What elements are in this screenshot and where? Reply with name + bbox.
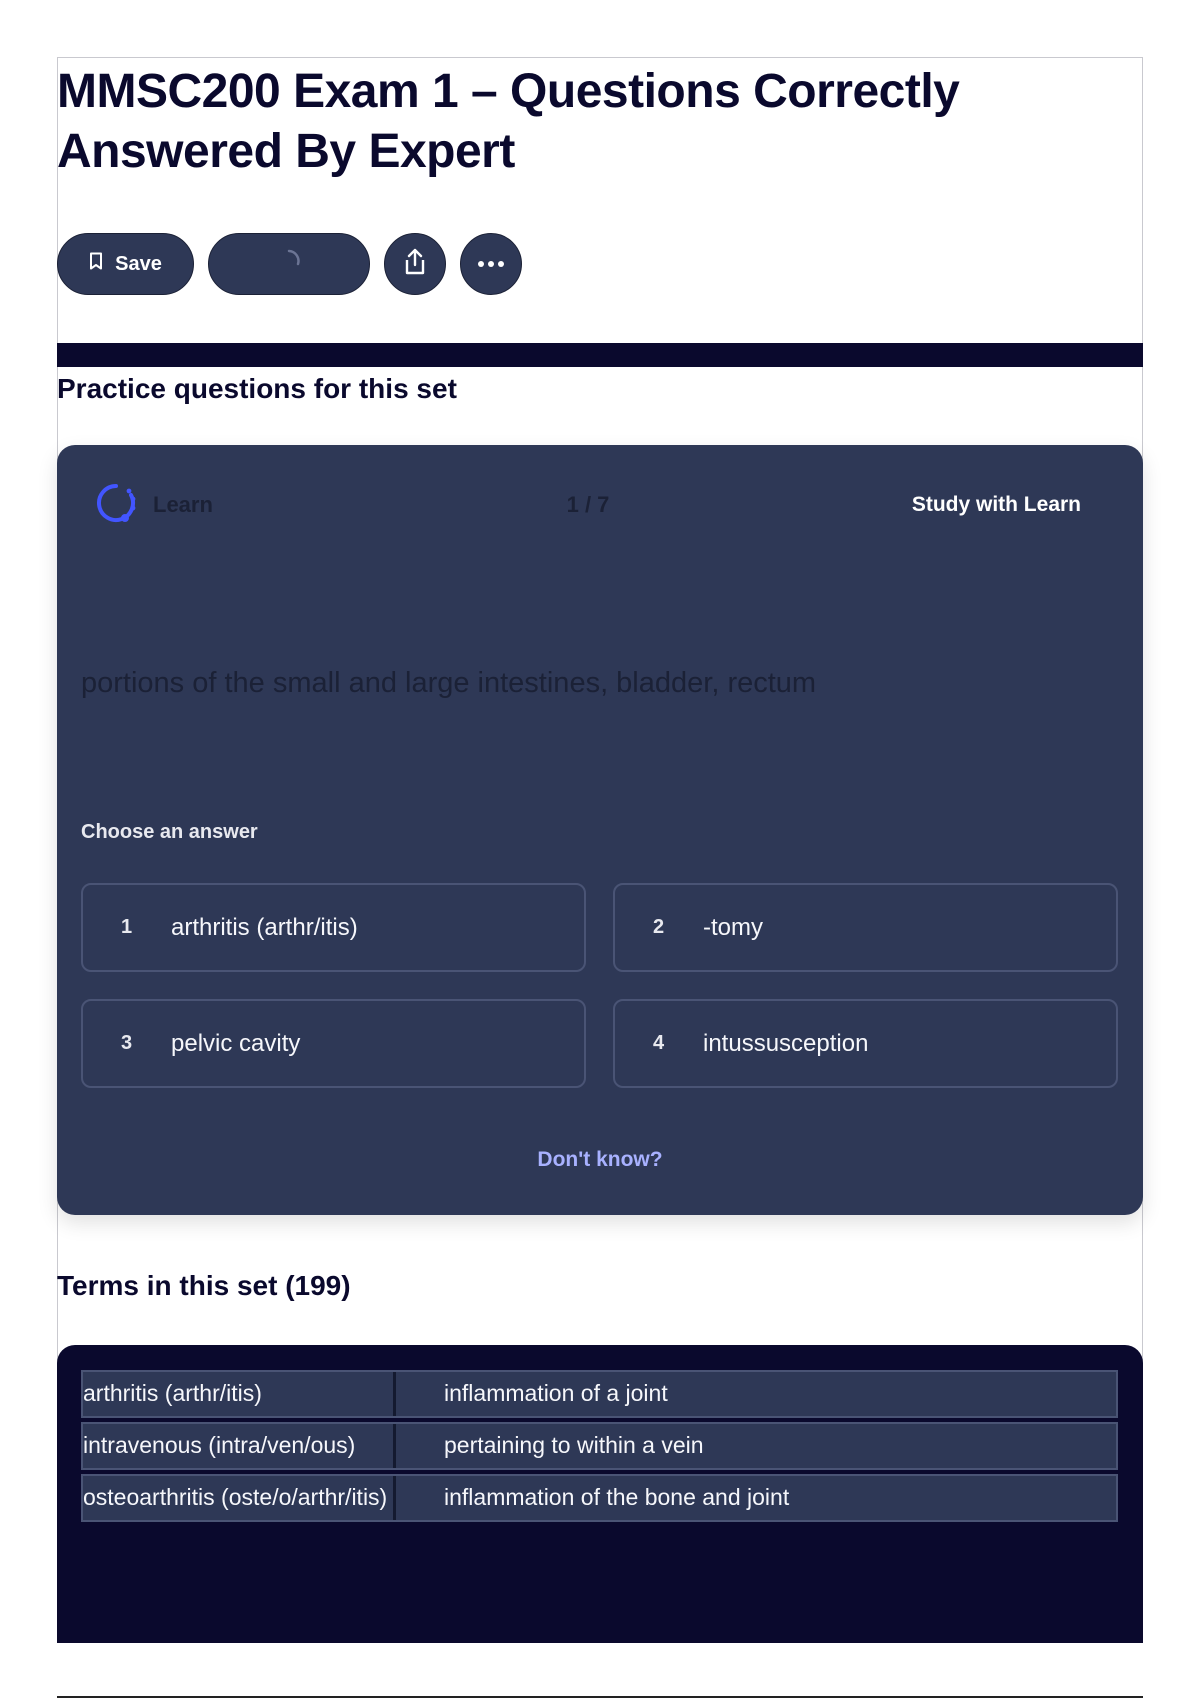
- terms-heading: Terms in this set (199): [57, 1270, 351, 1301]
- table-row: [81, 1422, 1118, 1470]
- definition-cell: inflammation of the bone and joint: [444, 1484, 790, 1510]
- term-cell: intravenous (intra/ven/ous): [83, 1424, 396, 1468]
- answer-option-3[interactable]: [81, 999, 586, 1088]
- more-icon: [477, 255, 505, 273]
- learn-icon: [95, 482, 137, 529]
- spinner-icon: [276, 248, 302, 280]
- term-cell: arthritis (arthr/itis): [83, 1372, 396, 1416]
- share-button[interactable]: [384, 233, 446, 295]
- bookmark-icon: [89, 252, 103, 276]
- answer-option-2[interactable]: [613, 883, 1118, 972]
- terms-card: [57, 1345, 1143, 1643]
- terms-table: [81, 1370, 1118, 1526]
- divider-bar: [57, 343, 1143, 367]
- learn-label: Learn: [153, 492, 213, 517]
- option-text: intussusception: [703, 1029, 869, 1057]
- option-text: -tomy: [703, 913, 763, 941]
- dont-know-row: [57, 1148, 1143, 1172]
- question-prompt: portions of the small and large intestines, bladder, rectum: [81, 667, 817, 699]
- save-button[interactable]: [57, 233, 194, 295]
- more-options-button[interactable]: [460, 233, 522, 295]
- definition-cell: inflammation of a joint: [444, 1380, 668, 1406]
- answer-option-4[interactable]: [613, 999, 1118, 1088]
- definition-cell: pertaining to within a vein: [444, 1432, 704, 1458]
- option-number: 1: [121, 916, 133, 938]
- study-with-learn-link[interactable]: Study with Learn: [911, 493, 1081, 516]
- table-row: [81, 1370, 1118, 1418]
- practice-heading: Practice questions for this set: [57, 373, 457, 404]
- answer-option-1[interactable]: [81, 883, 586, 972]
- share-icon: [402, 248, 428, 281]
- answer-options: [81, 883, 1118, 1088]
- option-number: 4: [653, 1032, 665, 1054]
- bottom-divider: [57, 1696, 1143, 1698]
- option-number: 3: [121, 1032, 133, 1054]
- page-title: MMSC200 Exam 1 – Questions Correctly Answered By Expert: [57, 65, 960, 178]
- table-row: [81, 1474, 1118, 1522]
- action-bar: [57, 233, 522, 295]
- question-counter: 1 / 7: [566, 492, 610, 517]
- option-text: pelvic cavity: [171, 1029, 301, 1057]
- dont-know-button[interactable]: Don't know?: [537, 1148, 663, 1171]
- choose-answer-label: Choose an answer: [81, 821, 258, 843]
- loading-button[interactable]: [208, 233, 370, 295]
- learn-card: [57, 445, 1143, 1215]
- option-text: arthritis (arthr/itis): [171, 913, 358, 941]
- learn-header: [95, 479, 1081, 531]
- option-number: 2: [653, 916, 665, 938]
- term-cell: osteoarthritis (oste/o/arthr/itis): [83, 1476, 396, 1520]
- save-button-label: Save: [115, 252, 162, 275]
